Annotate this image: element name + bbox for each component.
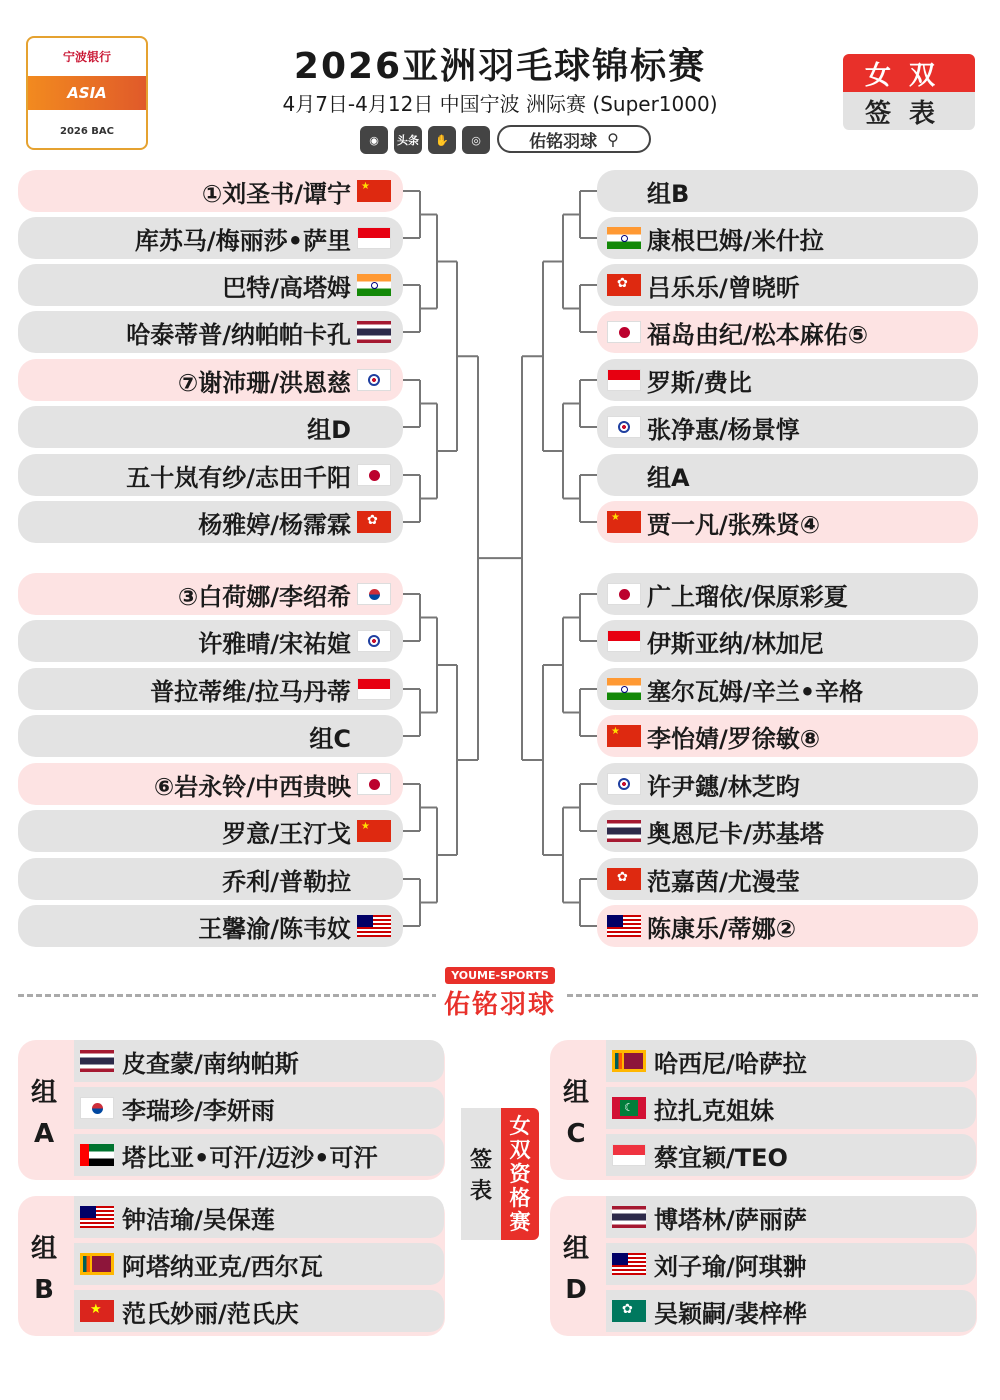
group-label-char: 组 — [562, 1233, 589, 1264]
pair-name: 许尹鏸/林芝昀 — [647, 772, 800, 801]
qualification-entry — [74, 1290, 444, 1332]
qualification-entry — [74, 1134, 444, 1176]
flag-hk-icon — [607, 274, 641, 296]
right-bracket-entry — [597, 311, 978, 353]
pair-name: ③白荷娜/李绍希 — [177, 582, 351, 611]
logo-event: ASIA — [28, 76, 146, 110]
right-bracket-entry — [597, 264, 978, 306]
left-bracket-entry — [18, 501, 403, 543]
flag-id-icon — [357, 227, 391, 249]
pair-name: 组C — [309, 724, 351, 753]
flag-kr-icon — [80, 1097, 114, 1119]
group-label-char: C — [566, 1118, 586, 1149]
qualification-entry — [606, 1290, 976, 1332]
flag-in-icon — [357, 274, 391, 296]
pair-name: 组B — [647, 179, 690, 208]
flag-in-icon — [607, 227, 641, 249]
pair-name: 陈康乐/蒂娜② — [647, 914, 797, 943]
right-bracket-entry — [597, 501, 978, 543]
right-bracket-entry — [597, 620, 978, 662]
qualification-entry — [74, 1243, 444, 1285]
right-bracket-entry — [597, 905, 978, 947]
left-bracket-entry — [18, 668, 403, 710]
qualification-label — [461, 1108, 539, 1240]
right-bracket-entry — [597, 810, 978, 852]
left-bracket-entry — [18, 406, 403, 448]
group-label-char: 组 — [30, 1233, 57, 1264]
qualification-entry — [606, 1196, 976, 1238]
qualification-group — [550, 1196, 977, 1336]
pair-name: 五十岚有纱/志田千阳 — [126, 463, 351, 492]
qualification-entry — [606, 1243, 976, 1285]
pair-name: 李怡婧/罗徐敏⑧ — [647, 724, 821, 753]
flag-lk-icon — [80, 1253, 114, 1275]
pair-name: 贾一凡/张殊贤④ — [647, 510, 821, 539]
group-label-char: 组 — [30, 1077, 57, 1108]
flag-th-icon — [607, 820, 641, 842]
pair-name: 范嘉茵/尤漫莹 — [647, 867, 800, 896]
right-bracket-entry — [597, 763, 978, 805]
right-bracket-entry — [597, 359, 978, 401]
flag-sg-icon — [612, 1144, 646, 1166]
flag-mo-icon — [612, 1300, 646, 1322]
flag-cn-icon — [357, 180, 391, 202]
group-label — [18, 1196, 70, 1336]
left-bracket-entry — [18, 715, 403, 757]
flag-cn-icon — [357, 820, 391, 842]
event-type-tag: 女双 — [843, 54, 975, 92]
flag-id-icon — [607, 369, 641, 391]
flag-jp-icon — [607, 321, 641, 343]
flag-ae-icon — [80, 1144, 114, 1166]
right-bracket-entry — [597, 668, 978, 710]
pair-name: 库苏马/梅丽莎•萨里 — [134, 226, 351, 255]
pair-name: 巴特/高塔姆 — [222, 273, 351, 302]
flag-kr-icon — [357, 583, 391, 605]
pair-name: 塞尔瓦姆/辛兰•辛格 — [647, 677, 864, 706]
group-label-char: 组 — [562, 1077, 589, 1108]
pair-name: 康根巴姆/米什拉 — [647, 226, 824, 255]
right-bracket-entry — [597, 217, 978, 259]
pair-name: 博塔林/萨丽萨 — [654, 1205, 807, 1234]
logo-bank: 宁波银行 — [62, 49, 111, 64]
flag-cn-icon — [607, 511, 641, 533]
pair-name: ①刘圣书/谭宁 — [201, 179, 351, 208]
left-bracket-entry — [18, 454, 403, 496]
pair-name: 福岛由纪/松本麻佑⑤ — [647, 320, 869, 349]
group-label — [18, 1040, 70, 1180]
left-bracket-entry — [18, 620, 403, 662]
group-label-char: A — [33, 1118, 55, 1149]
pair-name: 钟洁瑜/吴保莲 — [122, 1205, 275, 1234]
pair-name: 皮查蒙/南纳帕斯 — [122, 1049, 299, 1078]
pair-name: 组D — [307, 415, 351, 444]
pair-name: 伊斯亚纳/林加尼 — [647, 629, 824, 658]
left-bracket-entry — [18, 311, 403, 353]
left-bracket-entry — [18, 905, 403, 947]
pair-name: 塔比亚•可汗/迈沙•可汗 — [122, 1143, 378, 1172]
flag-id-icon — [357, 678, 391, 700]
flag-th-icon — [80, 1050, 114, 1072]
qualification-group — [18, 1196, 445, 1336]
right-bracket-entry — [597, 715, 978, 757]
flag-my-icon — [357, 915, 391, 937]
brand-mark — [436, 964, 564, 1028]
pair-name: ⑦谢沛珊/洪恩慈 — [177, 368, 351, 397]
flag-cn-icon — [607, 725, 641, 747]
pair-name: 许雅晴/宋祐媗 — [198, 629, 351, 658]
pair-name: 罗意/王汀戈 — [222, 819, 351, 848]
draw-tag: 签表 — [843, 92, 975, 130]
flag-my-icon — [80, 1206, 114, 1228]
qualification-entry — [74, 1087, 444, 1129]
right-bracket-entry — [597, 573, 978, 615]
wechat-icon[interactable]: ◉ — [360, 126, 388, 154]
pair-name: 拉扎克姐妹 — [654, 1096, 774, 1125]
qualification-entry — [606, 1040, 976, 1082]
qualification-entry — [74, 1196, 444, 1238]
qualification-group — [550, 1040, 977, 1180]
baidu-icon[interactable]: ✋ — [428, 126, 456, 154]
group-label — [550, 1040, 602, 1180]
qual-label-draw: 签 表 — [461, 1108, 501, 1240]
logo-sub: 2026 BAC — [59, 125, 114, 137]
flag-hk-icon — [607, 868, 641, 890]
brand-en: YOUME-SPORTS — [445, 967, 555, 984]
qualification-entry — [74, 1040, 444, 1082]
page-title: 2026亚洲羽毛球锦标赛 — [293, 46, 707, 87]
qual-label-title: 女 双 资 格 赛 — [501, 1108, 539, 1240]
pair-name: 广上瑠依/保原彩夏 — [647, 582, 848, 611]
weibo-icon[interactable]: ◎ — [462, 126, 490, 154]
right-bracket-entry — [597, 170, 978, 212]
flag-vn-icon — [80, 1300, 114, 1322]
flag-tpe-icon — [357, 369, 391, 391]
pair-name: 张净惠/杨景惇 — [647, 415, 800, 444]
left-bracket-entry — [18, 217, 403, 259]
group-label — [550, 1196, 602, 1336]
flag-jp-icon — [357, 464, 391, 486]
pair-name: ⑥岩永铃/中西贵映 — [153, 772, 351, 801]
left-bracket-entry — [18, 763, 403, 805]
qualification-entry — [606, 1134, 976, 1176]
search-label: 佑铭羽球 — [529, 131, 598, 152]
left-bracket-entry — [18, 359, 403, 401]
group-label-char: D — [565, 1274, 587, 1305]
pair-name: 罗斯/费比 — [647, 368, 752, 397]
flag-hk-icon — [357, 511, 391, 533]
flag-jp-icon — [357, 773, 391, 795]
pair-name: 蔡宜颖/TEO — [654, 1143, 788, 1172]
pair-name: 奥恩尼卡/苏基塔 — [647, 819, 824, 848]
pair-name: 吴颖嗣/裴梓桦 — [654, 1299, 807, 1328]
qualification-entry — [606, 1087, 976, 1129]
page-subtitle: 4月7日-4月12日 中国宁波 洲际赛 (Super1000) — [282, 92, 718, 116]
qualification-group — [18, 1040, 445, 1180]
right-bracket-entry — [597, 454, 978, 496]
left-bracket-entry — [18, 170, 403, 212]
pair-name: 普拉蒂维/拉马丹蒂 — [150, 677, 351, 706]
pair-name: 乔利/普勒拉 — [222, 867, 351, 896]
left-bracket-entry — [18, 264, 403, 306]
flag-th-icon — [612, 1206, 646, 1228]
flag-tpe-icon — [607, 416, 641, 438]
pair-name: 刘子瑜/阿琪翀 — [654, 1252, 807, 1281]
pair-name: 哈泰蒂普/纳帕帕卡孔 — [126, 320, 351, 349]
flag-in-icon — [607, 678, 641, 700]
flag-lk-icon — [612, 1050, 646, 1072]
left-bracket-entry — [18, 858, 403, 900]
pair-name: 阿塔纳亚克/西尔瓦 — [122, 1252, 323, 1281]
group-label-char: B — [34, 1274, 54, 1305]
right-bracket-entry — [597, 406, 978, 448]
pair-name: 组A — [647, 463, 690, 492]
pair-name: 吕乐乐/曾晓昕 — [647, 273, 800, 302]
flag-tpe-icon — [357, 630, 391, 652]
pair-name: 范氏妙丽/范氏庆 — [122, 1299, 299, 1328]
left-bracket-entry — [18, 573, 403, 615]
flag-my-icon — [607, 915, 641, 937]
flag-id-icon — [607, 630, 641, 652]
pair-name: 李瑞珍/李妍雨 — [122, 1096, 275, 1125]
flag-tpe-icon — [607, 773, 641, 795]
toutiao-icon[interactable]: 头条 — [394, 126, 422, 154]
right-bracket-entry — [597, 858, 978, 900]
flag-my-icon — [612, 1253, 646, 1275]
flag-jp-icon — [607, 583, 641, 605]
pair-name: 哈西尼/哈萨拉 — [654, 1049, 807, 1078]
flag-th-icon — [357, 321, 391, 343]
pair-name: 杨雅婷/杨霈霖 — [198, 510, 351, 539]
brand-cn: 佑铭羽球 — [443, 990, 556, 1020]
pair-name: 王馨渝/陈韦妏 — [198, 914, 351, 943]
search-icon: ⚲ — [607, 129, 619, 149]
left-bracket-entry — [18, 810, 403, 852]
flag-mv-icon — [612, 1097, 646, 1119]
